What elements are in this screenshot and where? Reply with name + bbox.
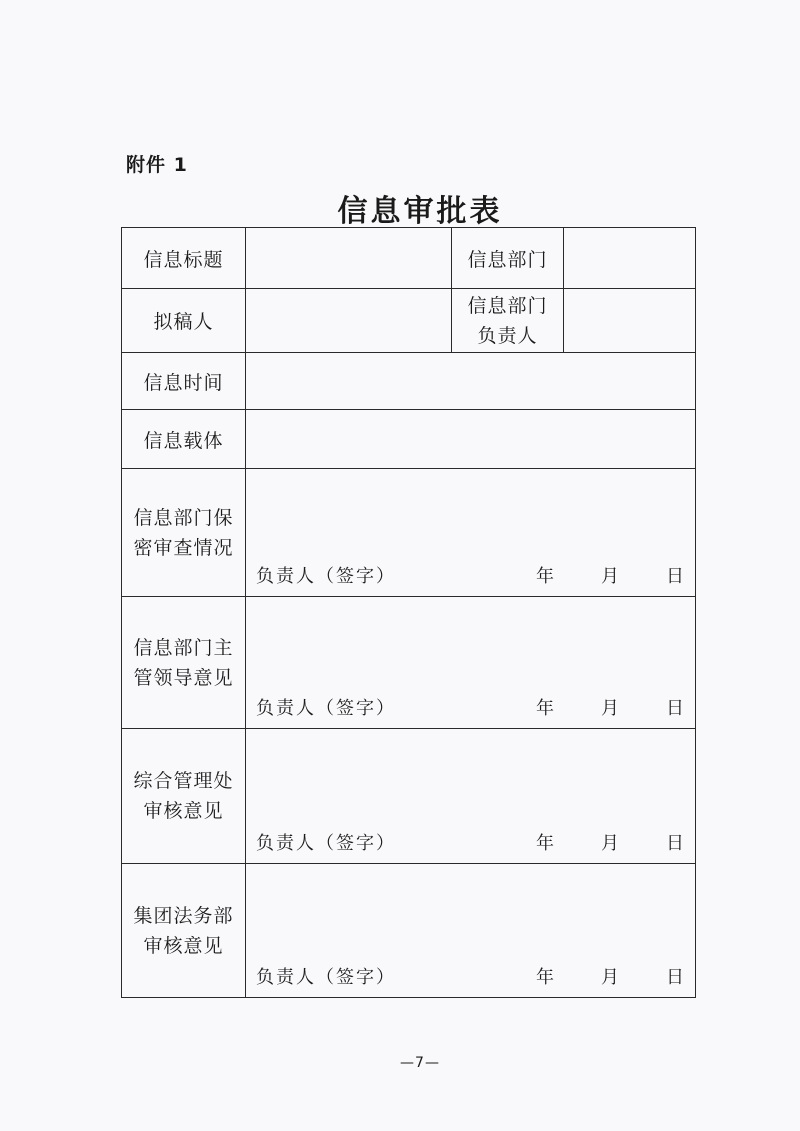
drafter-label: 拟稿人 bbox=[122, 289, 246, 353]
year-label: 年 bbox=[536, 698, 554, 719]
row-drafter bbox=[122, 289, 696, 353]
dept-head-label-line1: 信息部门 bbox=[467, 294, 548, 317]
legal-review-label-line1: 集团法务部 bbox=[133, 904, 234, 927]
dept-leader-opinion-label-line1: 信息部门主 bbox=[133, 636, 234, 659]
admin-review-label bbox=[122, 729, 246, 864]
info-carrier-label: 信息载体 bbox=[122, 410, 246, 469]
row-info-carrier bbox=[122, 410, 696, 469]
attachment-label: 附件 1 bbox=[126, 154, 188, 176]
info-department-field[interactable] bbox=[564, 228, 696, 289]
year-label: 年 bbox=[536, 967, 554, 988]
year-label: 年 bbox=[536, 566, 554, 587]
dept-head-label-line2: 负责人 bbox=[477, 324, 538, 347]
row-dept-leader-opinion bbox=[122, 597, 696, 729]
info-title-label: 信息标题 bbox=[122, 228, 246, 289]
dept-head-label bbox=[452, 289, 564, 353]
row-info-time bbox=[122, 353, 696, 410]
page-number: —7— bbox=[400, 1055, 440, 1071]
dept-leader-opinion-label bbox=[122, 597, 246, 729]
admin-review-label-line2: 审核意见 bbox=[143, 800, 224, 822]
row-info-title bbox=[122, 228, 696, 289]
signature-label: 负责人（签字） bbox=[256, 833, 396, 854]
admin-review-field[interactable] bbox=[246, 729, 696, 864]
month-label: 月 bbox=[601, 566, 619, 587]
info-carrier-field[interactable] bbox=[246, 410, 696, 469]
confidentiality-review-field[interactable] bbox=[246, 469, 696, 597]
signature-label: 负责人（签字） bbox=[256, 566, 396, 587]
admin-review-label-line1: 综合管理处 bbox=[133, 770, 234, 792]
legal-review-field[interactable] bbox=[246, 864, 696, 998]
form-title: 信息审批表 bbox=[337, 194, 503, 229]
signature-label: 负责人（签字） bbox=[256, 698, 396, 719]
drafter-field[interactable] bbox=[246, 289, 452, 353]
month-label: 月 bbox=[601, 698, 619, 719]
row-admin-review bbox=[122, 729, 696, 864]
confidentiality-review-label-line2: 密审查情况 bbox=[133, 536, 234, 559]
year-label: 年 bbox=[536, 833, 554, 854]
signature-label: 负责人（签字） bbox=[256, 967, 396, 988]
month-label: 月 bbox=[601, 833, 619, 854]
day-label: 日 bbox=[666, 698, 684, 719]
dept-head-field[interactable] bbox=[564, 289, 696, 353]
dept-leader-opinion-field[interactable] bbox=[246, 597, 696, 729]
info-time-label: 信息时间 bbox=[122, 353, 246, 410]
confidentiality-review-label bbox=[122, 469, 246, 597]
info-department-label: 信息部门 bbox=[452, 228, 564, 289]
row-confidentiality-review bbox=[122, 469, 696, 597]
approval-form-table bbox=[121, 227, 696, 998]
day-label: 日 bbox=[666, 566, 684, 587]
month-label: 月 bbox=[601, 967, 619, 988]
legal-review-label-line2: 审核意见 bbox=[143, 934, 224, 957]
day-label: 日 bbox=[666, 967, 684, 988]
dept-leader-opinion-label-line2: 管领导意见 bbox=[133, 666, 234, 689]
confidentiality-review-label-line1: 信息部门保 bbox=[133, 506, 234, 529]
info-time-field[interactable] bbox=[246, 353, 696, 410]
row-legal-review bbox=[122, 864, 696, 998]
day-label: 日 bbox=[666, 833, 684, 854]
legal-review-label bbox=[122, 864, 246, 998]
info-title-field[interactable] bbox=[246, 228, 452, 289]
